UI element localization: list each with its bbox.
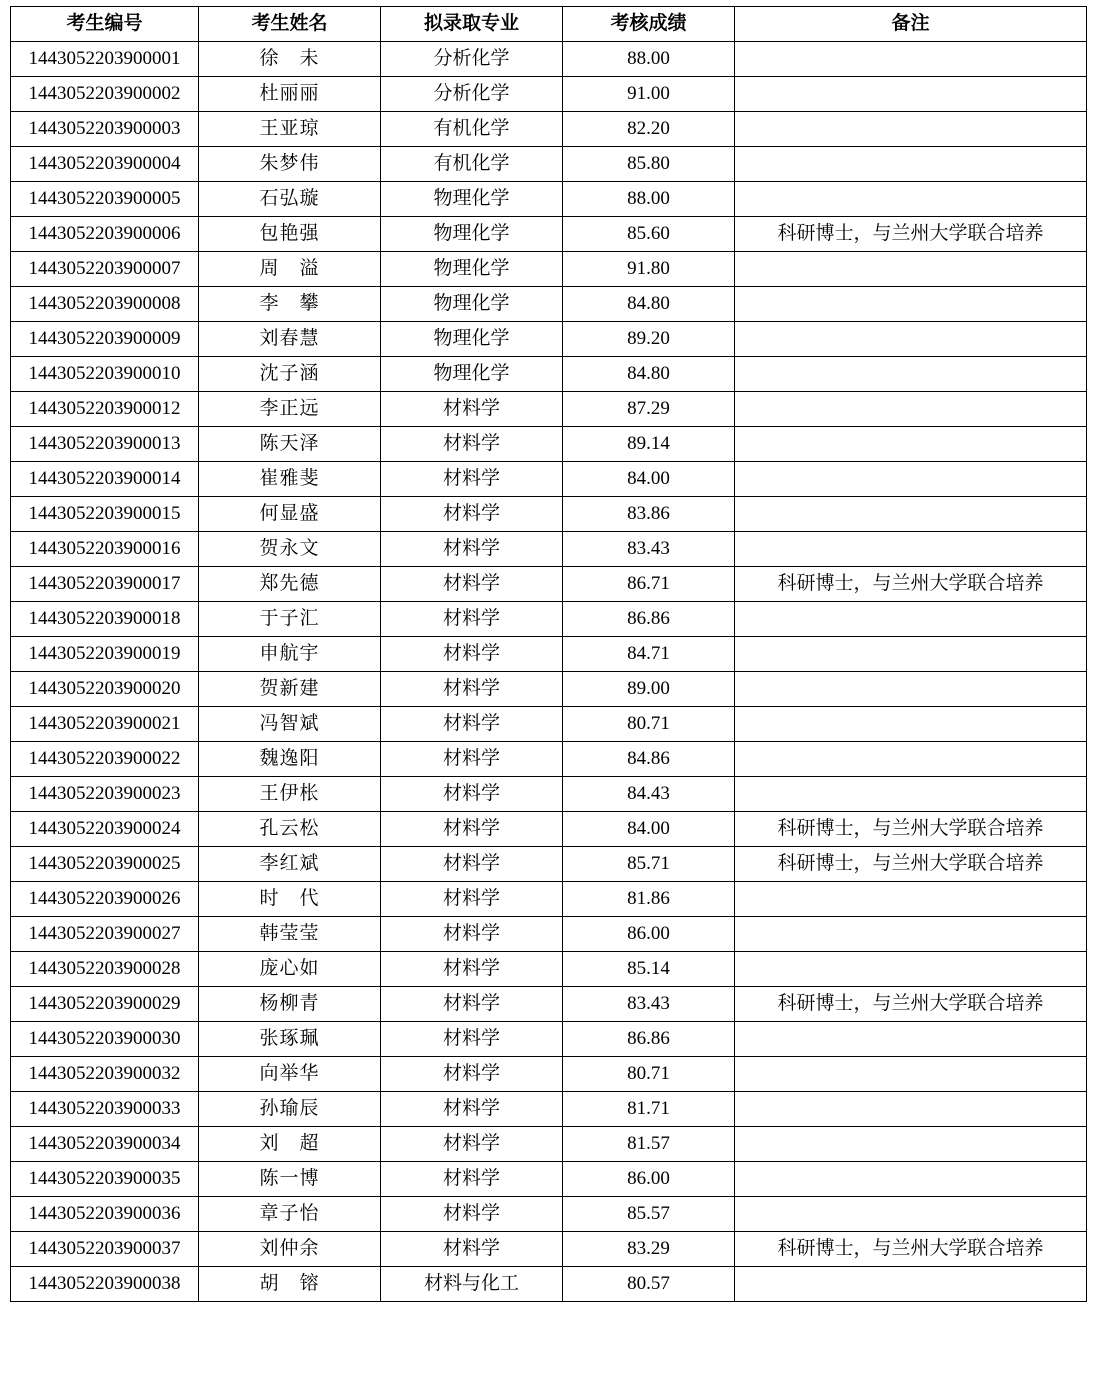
cell-major: 材料学 bbox=[381, 1022, 563, 1057]
cell-score: 89.00 bbox=[563, 672, 735, 707]
cell-candidate-name: 李红斌 bbox=[199, 847, 381, 882]
cell-candidate-id: 1443052203900005 bbox=[11, 182, 199, 217]
column-header-major: 拟录取专业 bbox=[381, 7, 563, 42]
cell-candidate-name: 徐 未 bbox=[199, 42, 381, 77]
cell-candidate-id: 1443052203900028 bbox=[11, 952, 199, 987]
table-row bbox=[11, 1057, 1087, 1092]
cell-major: 分析化学 bbox=[381, 77, 563, 112]
table-row bbox=[11, 812, 1087, 847]
cell-candidate-id: 1443052203900032 bbox=[11, 1057, 199, 1092]
cell-remark bbox=[735, 1267, 1087, 1302]
cell-candidate-name: 孙瑜辰 bbox=[199, 1092, 381, 1127]
cell-score: 84.43 bbox=[563, 777, 735, 812]
cell-remark bbox=[735, 1092, 1087, 1127]
cell-major: 材料学 bbox=[381, 602, 563, 637]
table-row bbox=[11, 532, 1087, 567]
table-row bbox=[11, 217, 1087, 252]
cell-score: 85.60 bbox=[563, 217, 735, 252]
cell-candidate-name: 刘仲余 bbox=[199, 1232, 381, 1267]
cell-major: 物理化学 bbox=[381, 287, 563, 322]
table-row bbox=[11, 252, 1087, 287]
column-header-candidate-name: 考生姓名 bbox=[199, 7, 381, 42]
cell-candidate-id: 1443052203900006 bbox=[11, 217, 199, 252]
cell-major: 材料学 bbox=[381, 882, 563, 917]
cell-major: 材料学 bbox=[381, 427, 563, 462]
cell-score: 84.71 bbox=[563, 637, 735, 672]
table-body bbox=[11, 42, 1087, 1302]
table-row bbox=[11, 427, 1087, 462]
cell-remark bbox=[735, 392, 1087, 427]
cell-candidate-name: 周 溢 bbox=[199, 252, 381, 287]
table-row bbox=[11, 567, 1087, 602]
table-row bbox=[11, 1162, 1087, 1197]
table-row bbox=[11, 497, 1087, 532]
cell-candidate-id: 1443052203900001 bbox=[11, 42, 199, 77]
cell-remark bbox=[735, 497, 1087, 532]
cell-score: 86.86 bbox=[563, 602, 735, 637]
cell-candidate-name: 胡 镕 bbox=[199, 1267, 381, 1302]
cell-score: 85.80 bbox=[563, 147, 735, 182]
cell-candidate-name: 石弘璇 bbox=[199, 182, 381, 217]
table-row bbox=[11, 777, 1087, 812]
table-row bbox=[11, 637, 1087, 672]
cell-candidate-id: 1443052203900030 bbox=[11, 1022, 199, 1057]
table-row bbox=[11, 1232, 1087, 1267]
cell-candidate-name: 郑先德 bbox=[199, 567, 381, 602]
table-row bbox=[11, 42, 1087, 77]
cell-candidate-id: 1443052203900038 bbox=[11, 1267, 199, 1302]
cell-candidate-id: 1443052203900029 bbox=[11, 987, 199, 1022]
cell-candidate-id: 1443052203900022 bbox=[11, 742, 199, 777]
table-row bbox=[11, 357, 1087, 392]
cell-score: 85.57 bbox=[563, 1197, 735, 1232]
table-row bbox=[11, 1127, 1087, 1162]
cell-candidate-id: 1443052203900021 bbox=[11, 707, 199, 742]
cell-candidate-name: 包艳强 bbox=[199, 217, 381, 252]
cell-candidate-id: 1443052203900010 bbox=[11, 357, 199, 392]
cell-score: 86.00 bbox=[563, 917, 735, 952]
table-row bbox=[11, 1022, 1087, 1057]
cell-remark bbox=[735, 252, 1087, 287]
cell-major: 材料学 bbox=[381, 462, 563, 497]
cell-score: 84.00 bbox=[563, 462, 735, 497]
cell-candidate-name: 何显盛 bbox=[199, 497, 381, 532]
cell-candidate-name: 冯智斌 bbox=[199, 707, 381, 742]
cell-major: 材料学 bbox=[381, 707, 563, 742]
table-row bbox=[11, 602, 1087, 637]
cell-major: 材料学 bbox=[381, 952, 563, 987]
cell-score: 86.00 bbox=[563, 1162, 735, 1197]
cell-major: 材料学 bbox=[381, 637, 563, 672]
cell-remark bbox=[735, 742, 1087, 777]
cell-score: 84.00 bbox=[563, 812, 735, 847]
column-header-score: 考核成绩 bbox=[563, 7, 735, 42]
cell-remark bbox=[735, 1162, 1087, 1197]
cell-score: 89.20 bbox=[563, 322, 735, 357]
cell-major: 材料学 bbox=[381, 567, 563, 602]
cell-candidate-name: 贺新建 bbox=[199, 672, 381, 707]
table-row bbox=[11, 182, 1087, 217]
cell-candidate-id: 1443052203900024 bbox=[11, 812, 199, 847]
cell-remark bbox=[735, 357, 1087, 392]
cell-candidate-id: 1443052203900014 bbox=[11, 462, 199, 497]
table-row bbox=[11, 287, 1087, 322]
cell-candidate-name: 杨柳青 bbox=[199, 987, 381, 1022]
cell-remark bbox=[735, 882, 1087, 917]
cell-score: 80.71 bbox=[563, 707, 735, 742]
cell-candidate-id: 1443052203900033 bbox=[11, 1092, 199, 1127]
cell-remark bbox=[735, 322, 1087, 357]
table-row bbox=[11, 77, 1087, 112]
cell-score: 91.80 bbox=[563, 252, 735, 287]
cell-candidate-id: 1443052203900016 bbox=[11, 532, 199, 567]
cell-score: 82.20 bbox=[563, 112, 735, 147]
column-header-remark: 备注 bbox=[735, 7, 1087, 42]
cell-remark bbox=[735, 1127, 1087, 1162]
cell-remark bbox=[735, 1022, 1087, 1057]
cell-remark bbox=[735, 917, 1087, 952]
cell-candidate-id: 1443052203900036 bbox=[11, 1197, 199, 1232]
cell-major: 材料学 bbox=[381, 1197, 563, 1232]
cell-score: 80.71 bbox=[563, 1057, 735, 1092]
cell-candidate-id: 1443052203900037 bbox=[11, 1232, 199, 1267]
cell-candidate-name: 杜丽丽 bbox=[199, 77, 381, 112]
cell-candidate-id: 1443052203900012 bbox=[11, 392, 199, 427]
cell-remark bbox=[735, 532, 1087, 567]
cell-candidate-name: 孔云松 bbox=[199, 812, 381, 847]
cell-candidate-name: 崔雅斐 bbox=[199, 462, 381, 497]
cell-score: 85.71 bbox=[563, 847, 735, 882]
cell-major: 材料学 bbox=[381, 1127, 563, 1162]
cell-score: 80.57 bbox=[563, 1267, 735, 1302]
cell-major: 材料学 bbox=[381, 777, 563, 812]
cell-candidate-id: 1443052203900003 bbox=[11, 112, 199, 147]
cell-candidate-id: 1443052203900004 bbox=[11, 147, 199, 182]
table-row bbox=[11, 917, 1087, 952]
cell-candidate-id: 1443052203900020 bbox=[11, 672, 199, 707]
cell-major: 物理化学 bbox=[381, 322, 563, 357]
cell-candidate-name: 李正远 bbox=[199, 392, 381, 427]
cell-remark bbox=[735, 952, 1087, 987]
cell-major: 材料学 bbox=[381, 1092, 563, 1127]
cell-major: 材料学 bbox=[381, 1057, 563, 1092]
cell-remark bbox=[735, 777, 1087, 812]
table-header-row bbox=[11, 7, 1087, 42]
cell-candidate-name: 刘 超 bbox=[199, 1127, 381, 1162]
cell-score: 87.29 bbox=[563, 392, 735, 427]
cell-candidate-id: 1443052203900007 bbox=[11, 252, 199, 287]
cell-score: 88.00 bbox=[563, 42, 735, 77]
cell-candidate-id: 1443052203900009 bbox=[11, 322, 199, 357]
column-header-candidate-id: 考生编号 bbox=[11, 7, 199, 42]
cell-remark bbox=[735, 637, 1087, 672]
cell-candidate-id: 1443052203900025 bbox=[11, 847, 199, 882]
cell-score: 84.80 bbox=[563, 287, 735, 322]
cell-score: 86.86 bbox=[563, 1022, 735, 1057]
cell-candidate-id: 1443052203900008 bbox=[11, 287, 199, 322]
cell-score: 83.29 bbox=[563, 1232, 735, 1267]
cell-major: 材料学 bbox=[381, 987, 563, 1022]
cell-candidate-name: 章子怡 bbox=[199, 1197, 381, 1232]
cell-candidate-name: 时 代 bbox=[199, 882, 381, 917]
cell-candidate-id: 1443052203900026 bbox=[11, 882, 199, 917]
cell-score: 84.80 bbox=[563, 357, 735, 392]
cell-candidate-name: 庞心如 bbox=[199, 952, 381, 987]
table-row bbox=[11, 322, 1087, 357]
cell-candidate-id: 1443052203900015 bbox=[11, 497, 199, 532]
cell-major: 材料学 bbox=[381, 847, 563, 882]
admission-roster-table bbox=[10, 6, 1087, 1302]
cell-candidate-name: 申航宇 bbox=[199, 637, 381, 672]
cell-score: 81.86 bbox=[563, 882, 735, 917]
cell-major: 物理化学 bbox=[381, 252, 563, 287]
cell-major: 材料学 bbox=[381, 917, 563, 952]
cell-score: 81.71 bbox=[563, 1092, 735, 1127]
cell-candidate-name: 沈子涵 bbox=[199, 357, 381, 392]
cell-score: 88.00 bbox=[563, 182, 735, 217]
cell-candidate-id: 1443052203900018 bbox=[11, 602, 199, 637]
cell-score: 81.57 bbox=[563, 1127, 735, 1162]
cell-remark bbox=[735, 112, 1087, 147]
cell-candidate-id: 1443052203900023 bbox=[11, 777, 199, 812]
cell-candidate-name: 向举华 bbox=[199, 1057, 381, 1092]
cell-candidate-name: 陈一博 bbox=[199, 1162, 381, 1197]
cell-candidate-name: 于子汇 bbox=[199, 602, 381, 637]
cell-major: 材料学 bbox=[381, 532, 563, 567]
cell-score: 83.43 bbox=[563, 987, 735, 1022]
cell-candidate-name: 韩莹莹 bbox=[199, 917, 381, 952]
cell-remark bbox=[735, 182, 1087, 217]
cell-remark bbox=[735, 427, 1087, 462]
cell-candidate-id: 1443052203900002 bbox=[11, 77, 199, 112]
cell-score: 85.14 bbox=[563, 952, 735, 987]
table-row bbox=[11, 987, 1087, 1022]
cell-candidate-id: 1443052203900034 bbox=[11, 1127, 199, 1162]
cell-candidate-id: 1443052203900019 bbox=[11, 637, 199, 672]
cell-score: 83.43 bbox=[563, 532, 735, 567]
cell-remark: 科研博士，与兰州大学联合培养 bbox=[735, 987, 1087, 1022]
cell-candidate-name: 张琢珮 bbox=[199, 1022, 381, 1057]
table-row bbox=[11, 952, 1087, 987]
cell-major: 材料学 bbox=[381, 497, 563, 532]
cell-remark bbox=[735, 287, 1087, 322]
cell-remark bbox=[735, 77, 1087, 112]
cell-candidate-name: 贺永文 bbox=[199, 532, 381, 567]
cell-remark: 科研博士，与兰州大学联合培养 bbox=[735, 217, 1087, 252]
cell-candidate-name: 魏逸阳 bbox=[199, 742, 381, 777]
cell-remark bbox=[735, 147, 1087, 182]
cell-remark: 科研博士，与兰州大学联合培养 bbox=[735, 567, 1087, 602]
cell-candidate-id: 1443052203900035 bbox=[11, 1162, 199, 1197]
table-row bbox=[11, 882, 1087, 917]
cell-score: 83.86 bbox=[563, 497, 735, 532]
cell-score: 89.14 bbox=[563, 427, 735, 462]
cell-candidate-name: 王亚琼 bbox=[199, 112, 381, 147]
cell-score: 84.86 bbox=[563, 742, 735, 777]
cell-remark bbox=[735, 1057, 1087, 1092]
cell-remark bbox=[735, 42, 1087, 77]
cell-remark bbox=[735, 672, 1087, 707]
table-row bbox=[11, 112, 1087, 147]
table-row bbox=[11, 1197, 1087, 1232]
table-row bbox=[11, 392, 1087, 427]
cell-major: 材料学 bbox=[381, 672, 563, 707]
cell-major: 有机化学 bbox=[381, 147, 563, 182]
cell-major: 材料学 bbox=[381, 1232, 563, 1267]
cell-major: 有机化学 bbox=[381, 112, 563, 147]
table-row bbox=[11, 147, 1087, 182]
cell-remark: 科研博士，与兰州大学联合培养 bbox=[735, 812, 1087, 847]
cell-remark bbox=[735, 462, 1087, 497]
table-row bbox=[11, 847, 1087, 882]
cell-candidate-name: 陈天泽 bbox=[199, 427, 381, 462]
cell-major: 材料与化工 bbox=[381, 1267, 563, 1302]
cell-candidate-name: 刘春慧 bbox=[199, 322, 381, 357]
cell-candidate-name: 朱梦伟 bbox=[199, 147, 381, 182]
cell-score: 91.00 bbox=[563, 77, 735, 112]
table-row bbox=[11, 672, 1087, 707]
cell-candidate-id: 1443052203900017 bbox=[11, 567, 199, 602]
cell-remark bbox=[735, 602, 1087, 637]
cell-remark: 科研博士，与兰州大学联合培养 bbox=[735, 847, 1087, 882]
cell-score: 86.71 bbox=[563, 567, 735, 602]
cell-major: 物理化学 bbox=[381, 217, 563, 252]
cell-major: 材料学 bbox=[381, 742, 563, 777]
table-row bbox=[11, 1267, 1087, 1302]
cell-remark bbox=[735, 1197, 1087, 1232]
table-row bbox=[11, 462, 1087, 497]
cell-major: 物理化学 bbox=[381, 357, 563, 392]
cell-remark: 科研博士，与兰州大学联合培养 bbox=[735, 1232, 1087, 1267]
table-row bbox=[11, 742, 1087, 777]
cell-major: 分析化学 bbox=[381, 42, 563, 77]
cell-candidate-name: 王伊枨 bbox=[199, 777, 381, 812]
table-row bbox=[11, 1092, 1087, 1127]
cell-major: 材料学 bbox=[381, 392, 563, 427]
cell-major: 材料学 bbox=[381, 1162, 563, 1197]
table-row bbox=[11, 707, 1087, 742]
cell-remark bbox=[735, 707, 1087, 742]
cell-candidate-id: 1443052203900013 bbox=[11, 427, 199, 462]
cell-major: 物理化学 bbox=[381, 182, 563, 217]
table-header bbox=[11, 7, 1087, 42]
cell-major: 材料学 bbox=[381, 812, 563, 847]
cell-candidate-name: 李 攀 bbox=[199, 287, 381, 322]
cell-candidate-id: 1443052203900027 bbox=[11, 917, 199, 952]
